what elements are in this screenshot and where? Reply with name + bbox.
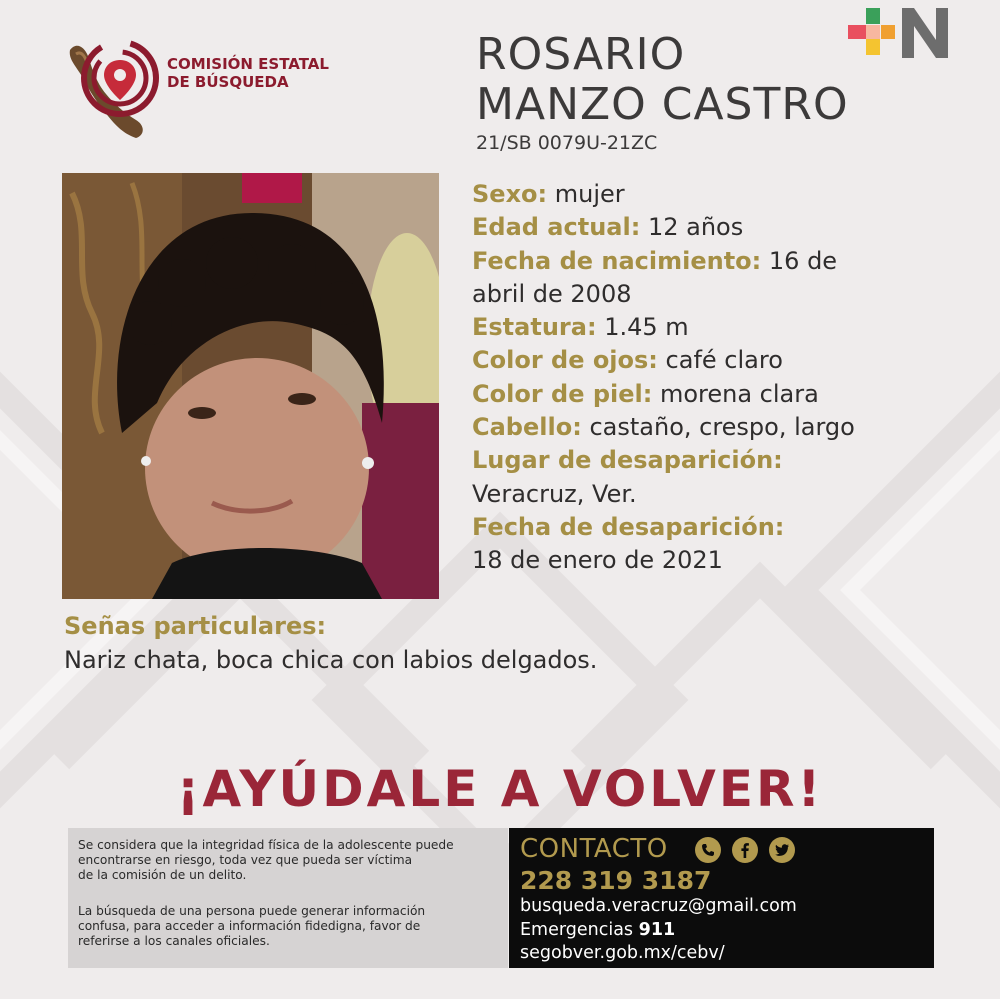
logo-text	[167, 55, 329, 91]
detail-sexo: Sexo: mujer	[472, 180, 625, 208]
contact-box	[509, 828, 934, 968]
contact-title: CONTACTO	[520, 834, 668, 864]
senas-label: Señas particulares:	[64, 612, 327, 640]
person-photo	[62, 173, 439, 599]
logo-line-1: COMISIÓN ESTATAL	[167, 55, 329, 73]
person-details	[472, 178, 912, 578]
disclaimer-paragraph-2: La búsqueda de una persona puede generar información confusa, para acceder a información fidedigna, favor de referirse a los canales oficiales.	[78, 904, 426, 948]
plus-n-logo-icon	[848, 8, 952, 62]
detail-lugar: Veracruz, Ver.	[472, 479, 637, 508]
last-name: MANZO CASTRO	[476, 79, 849, 130]
contact-web[interactable]: segobver.gob.mx/cebv/	[520, 943, 725, 963]
detail-nacimiento-cont: abril de 2008	[472, 279, 632, 308]
detail-fecha-label: Fecha de desaparición:	[472, 512, 785, 541]
veracruz-map-logo-icon	[62, 36, 362, 146]
twitter-icon[interactable]	[769, 837, 795, 863]
detail-cabello: Cabello: castaño, crespo, largo	[472, 413, 855, 442]
detail-edad: Edad actual: 12 años	[472, 213, 744, 242]
disclaimer-box	[68, 828, 508, 968]
detail-nacimiento: Fecha de nacimiento: 16 de	[472, 246, 838, 275]
phone-icon[interactable]	[695, 837, 721, 863]
logo-line-2: DE BÚSQUEDA	[167, 73, 289, 91]
disclaimer-paragraph-1: Se considera que la integridad física de la adolescente puede encontrarse en riesgo, toda vez que pueda ser víctima de la comisión de un delito.	[78, 838, 454, 882]
person-name	[476, 30, 849, 130]
detail-lugar-label: Lugar de desaparición:	[472, 446, 783, 475]
senas-value: Nariz chata, boca chica con labios delgados.	[64, 646, 598, 674]
detail-ojos: Color de ojos: café claro	[472, 346, 783, 375]
contact-email[interactable]: busqueda.veracruz@gmail.com	[520, 896, 797, 916]
detail-piel: Color de piel: morena clara	[472, 379, 819, 408]
detail-estatura: Estatura: 1.45 m	[472, 313, 689, 342]
contact-emergencias: Emergencias 911	[520, 920, 676, 940]
facebook-icon[interactable]	[732, 837, 758, 863]
detail-fecha: 18 de enero de 2021	[472, 546, 723, 575]
folio-number: 21/SB 0079U-21ZC	[476, 132, 658, 154]
call-to-action: ¡AYÚDALE A VOLVER!	[176, 760, 824, 818]
first-name: ROSARIO	[476, 29, 686, 80]
location-pin-icon	[104, 60, 136, 100]
contact-phone[interactable]: 228 319 3187	[520, 866, 712, 895]
